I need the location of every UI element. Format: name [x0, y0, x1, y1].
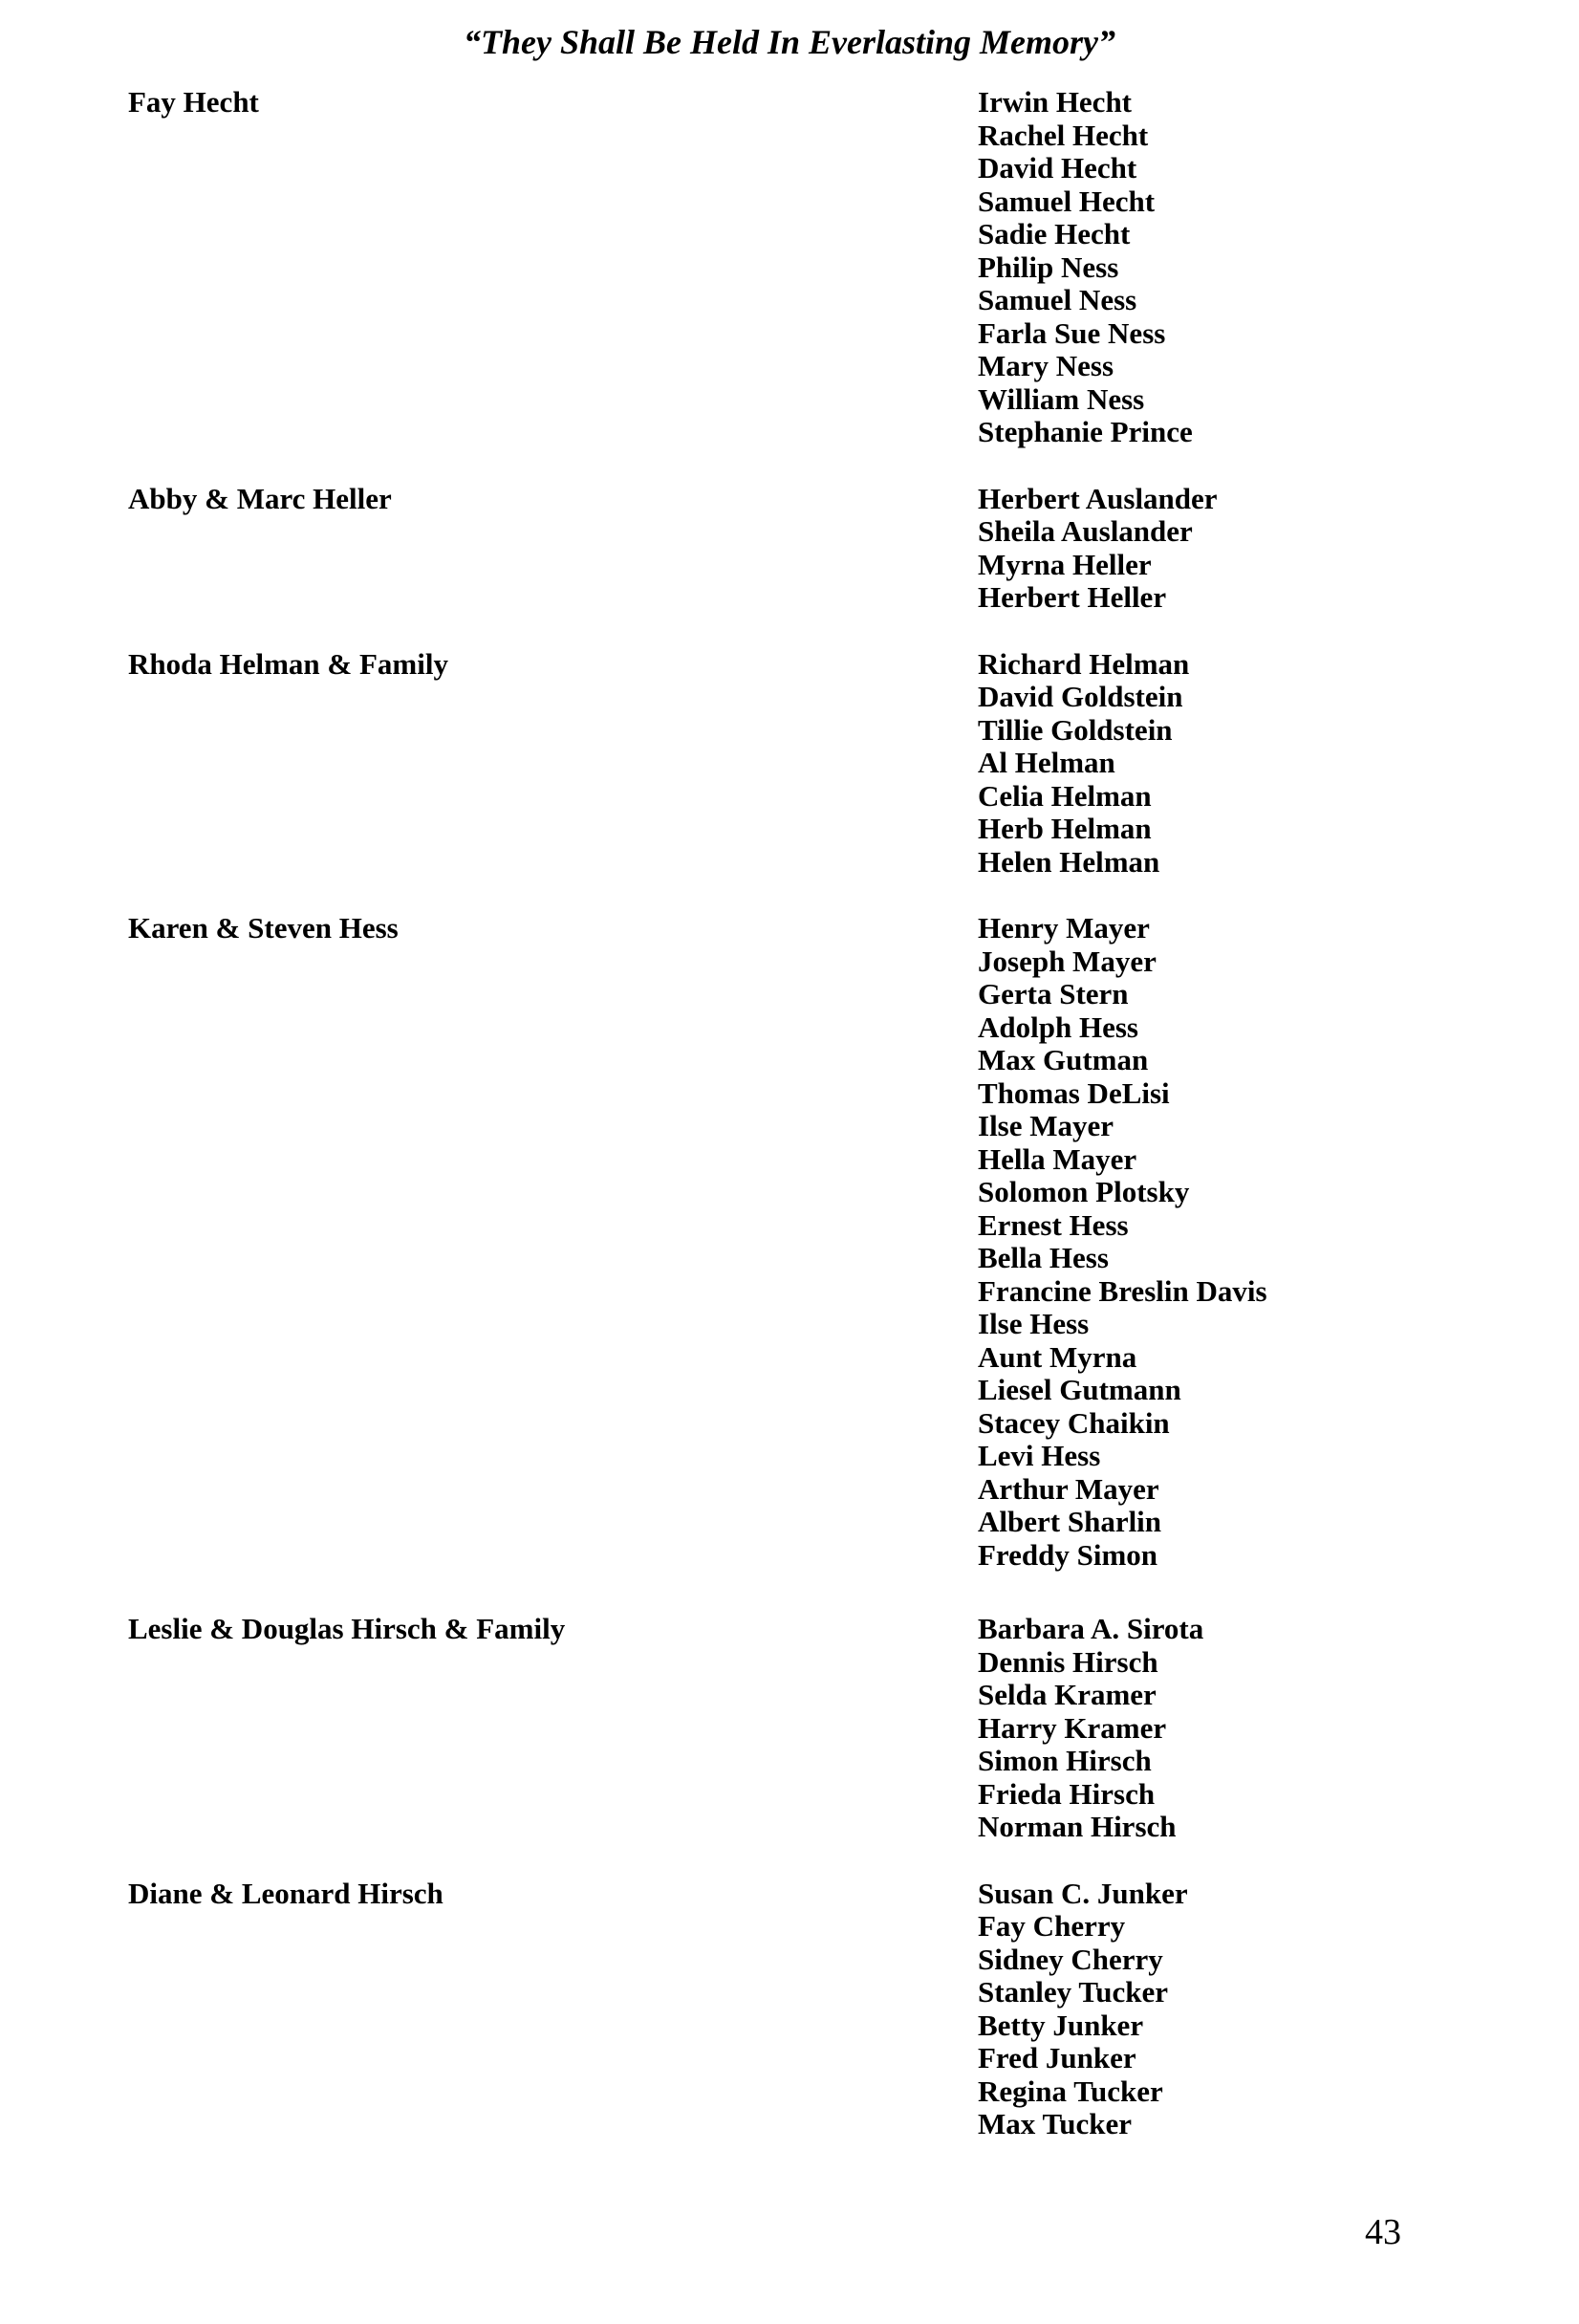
remembered-name: Helen Helman — [978, 844, 1160, 879]
remembered-name: Solomon Plotsky — [978, 1175, 1190, 1208]
remembered-name: Thomas DeLisi — [978, 1075, 1170, 1110]
remembered-names-list — [978, 483, 1218, 615]
remembered-name: William Ness — [978, 381, 1145, 416]
remembered-name: Barbara A. Sirota — [978, 1612, 1204, 1645]
remembered-name: Celia Helman — [978, 778, 1152, 813]
remembered-name: Ilse Hess — [978, 1307, 1090, 1340]
remembered-name: Max Gutman — [978, 1043, 1149, 1076]
remembered-name: Richard Helman — [978, 646, 1190, 681]
remembered-name: David Hecht — [978, 151, 1137, 185]
remembered-name: Mary Ness — [978, 349, 1114, 382]
remembered-name: Herbert Auslander — [978, 481, 1218, 515]
remembered-name: Hella Mayer — [978, 1141, 1137, 1176]
remembered-name: Philip Ness — [978, 250, 1119, 284]
remembered-name: Frieda Hirsch — [978, 1776, 1156, 1811]
remembered-name: Tillie Goldstein — [978, 712, 1173, 747]
remembered-name: Francine Breslin Davis — [978, 1273, 1267, 1308]
remembered-name: Freddy Simon — [978, 1537, 1158, 1572]
remembered-name: Al Helman — [978, 746, 1115, 779]
donor-name: Abby & Marc Heller — [128, 481, 392, 515]
page-number: 43 — [1365, 2212, 1401, 2252]
remembered-names-list — [978, 1613, 1203, 1844]
memorial-entry — [128, 1613, 1466, 1844]
remembered-name: Stephanie Prince — [978, 415, 1193, 448]
remembered-name: Henry Mayer — [978, 911, 1150, 945]
remembered-names-list — [978, 86, 1193, 449]
remembered-name: Harry Kramer — [978, 1710, 1167, 1745]
remembered-name: Irwin Hecht — [978, 85, 1133, 119]
remembered-name: Myrna Heller — [978, 547, 1152, 581]
remembered-name: Aunt Myrna — [978, 1339, 1137, 1374]
remembered-name: Norman Hirsch — [978, 1810, 1177, 1843]
remembered-name: Susan C. Junker — [978, 1876, 1188, 1910]
donor-name: Rhoda Helman & Family — [128, 646, 448, 681]
remembered-name: Sheila Auslander — [978, 514, 1193, 548]
remembered-name: Gerta Stern — [978, 977, 1129, 1010]
remembered-name: Betty Junker — [978, 2008, 1144, 2042]
donor-name: Fay Hecht — [128, 85, 259, 119]
remembered-name: Herb Helman — [978, 812, 1152, 845]
memorial-list — [128, 86, 1466, 2175]
remembered-name: Fred Junker — [978, 2041, 1136, 2074]
remembered-name: Sidney Cherry — [978, 1942, 1163, 1976]
remembered-name: Stacey Chaikin — [978, 1405, 1170, 1440]
remembered-name: David Goldstein — [978, 680, 1183, 713]
remembered-name: Samuel Ness — [978, 283, 1137, 316]
remembered-name: Joseph Mayer — [978, 944, 1157, 978]
remembered-name: Stanley Tucker — [978, 1975, 1168, 2009]
donor-name: Diane & Leonard Hirsch — [128, 1876, 443, 1910]
page-title: “They Shall Be Held In Everlasting Memory” — [463, 23, 1115, 61]
memorial-entry — [128, 483, 1466, 615]
remembered-name: Bella Hess — [978, 1241, 1109, 1274]
remembered-name: Selda Kramer — [978, 1678, 1157, 1711]
remembered-name: Adolph Hess — [978, 1010, 1138, 1044]
donor-name: Leslie & Douglas Hirsch & Family — [128, 1612, 566, 1645]
remembered-name: Samuel Hecht — [978, 184, 1156, 218]
remembered-name: Fay Cherry — [978, 1909, 1126, 1943]
remembered-names-list — [978, 1878, 1188, 2141]
remembered-name: Max Tucker — [978, 2107, 1133, 2140]
remembered-name: Levi Hess — [978, 1439, 1101, 1472]
donor-name: Karen & Steven Hess — [128, 911, 399, 945]
remembered-names-list — [978, 912, 1267, 1572]
remembered-name: Dennis Hirsch — [978, 1644, 1158, 1679]
remembered-name: Albert Sharlin — [978, 1505, 1162, 1538]
remembered-name: Liesel Gutmann — [978, 1373, 1181, 1406]
remembered-name: Herbert Heller — [978, 580, 1167, 614]
remembered-name: Rachel Hecht — [978, 118, 1149, 152]
remembered-name: Farla Sue Ness — [978, 315, 1166, 350]
remembered-name: Regina Tucker — [978, 2074, 1163, 2108]
remembered-name: Ilse Mayer — [978, 1109, 1114, 1142]
remembered-name: Arthur Mayer — [978, 1471, 1159, 1506]
memorial-entry — [128, 912, 1466, 1572]
remembered-names-list — [978, 648, 1189, 880]
memorial-entry — [128, 1878, 1466, 2141]
remembered-name: Sadie Hecht — [978, 217, 1131, 250]
remembered-name: Ernest Hess — [978, 1207, 1129, 1242]
memorial-entry — [128, 86, 1466, 449]
remembered-name: Simon Hirsch — [978, 1744, 1152, 1777]
memorial-entry — [128, 648, 1466, 880]
